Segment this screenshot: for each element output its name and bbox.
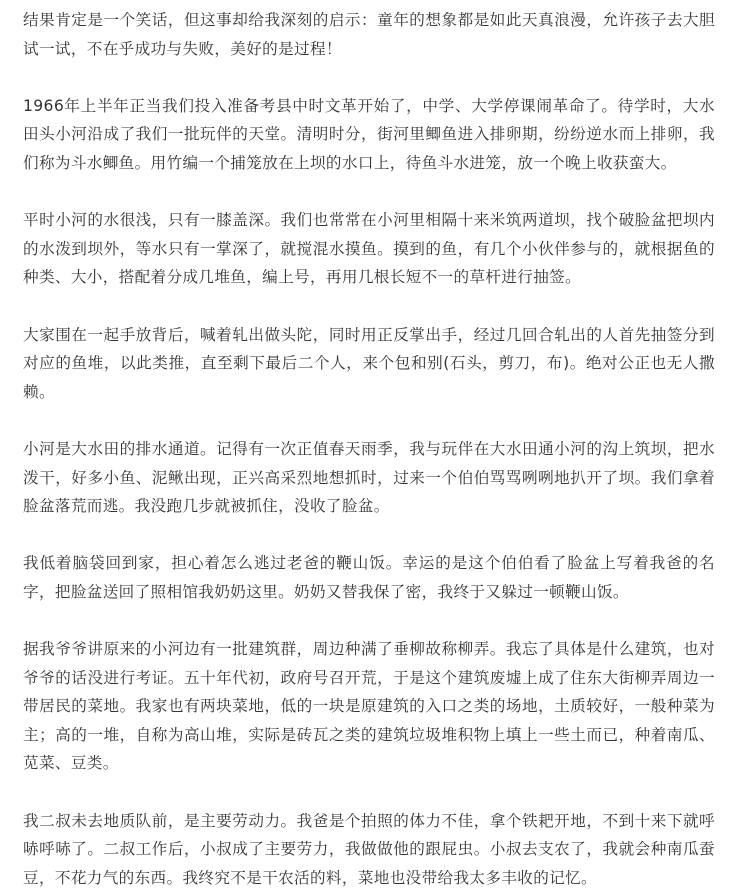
paragraph-4: 大家围在一起手放背后，喊着轧出做头陀，同时用正反掌出手，经过几回合轧出的人首先抽签分到对应的鱼堆，以此类推，直至剩下最后二个人，来个包和别(石头，剪刀，布)。绝对公正也无人撒赖。 [23, 325, 715, 401]
paragraph-3: 平时小河的水很浅，只有一膝盖深。我们也常常在小河里相隔十来米筑两道坝，找个破脸盆把坝内的水泼到坝外，等水只有一掌深了，就搅混水摸鱼。摸到的鱼，有几个小伙伴参与的，就根据鱼的种类、大小，搭配着分成几堆鱼，编上号，再用几根长短不一的草杆进行抽签。 [23, 211, 715, 287]
paragraph-7: 据我爷爷讲原来的小河边有一批建筑群，周边种满了垂柳故称柳弄。我忘了具体是什么建筑，也对爷爷的话没进行考证。五十年代初，政府号召开荒，于是这个建筑废墟上成了住东大街柳弄周边一带居民的菜地。我家也有两块菜地，低的一块是原建筑的入口之类的场地，土质较好，一般种菜为主；高的一堆，自称为高山堆，实际是砖瓦之类的建筑垃圾堆积物上填上一些土而已，种着南瓜、苋菜、豆类。 [23, 640, 715, 773]
paragraph-1: 结果肯定是一个笑话，但这事却给我深刻的启示：童年的想象都是如此天真浪漫，允许孩子去大胆试一试，不在乎成功与失败，美好的是过程！ [23, 11, 715, 58]
paragraph-8: 我二叔未去地质队前，是主要劳动力。我爸是个拍照的体力不佳，拿个铁耙开地，不到十来下就呼哧呼哧了。二叔工作后，小叔成了主要劳力，我做做他的跟屁虫。小叔去支农了，我就会种南瓜蚕豆，不花力气的东西。我终究不是干农活的料，菜地也没带给我太多丰收的记忆。 [23, 811, 715, 887]
paragraph-2: 1966年上半年正当我们投入准备考县中时文革开始了，中学、大学停课闹革命了。待学时，大水田头小河沿成了我们一批玩伴的天堂。清明时分，街河里鲫鱼进入排卵期，纷纷逆水而上排卵，我们称为斗水鲫鱼。用竹编一个捕笼放在上坝的水口上，待鱼斗水进笼，放一个晚上收获蛮大。 [23, 96, 715, 172]
paragraph-5: 小河是大水田的排水通道。记得有一次正值春天雨季，我与玩伴在大水田通小河的沟上筑坝，把水泼干，好多小鱼、泥鳅出现，正兴高采烈地想抓时，过来一个伯伯骂骂咧咧地扒开了坝。我们拿着脸盆落荒而逃。我没跑几步就被抓住，没收了脸盆。 [23, 439, 715, 516]
paragraph-6: 我低着脑袋回到家，担心着怎么逃过老爸的鞭山饭。幸运的是这个伯伯看了脸盆上写着我爸的名字，把脸盆送回了照相馆我奶奶这里。奶奶又替我保了密，我终于又躲过一顿鞭山饭。 [23, 554, 715, 601]
article-body [23, 6, 715, 892]
